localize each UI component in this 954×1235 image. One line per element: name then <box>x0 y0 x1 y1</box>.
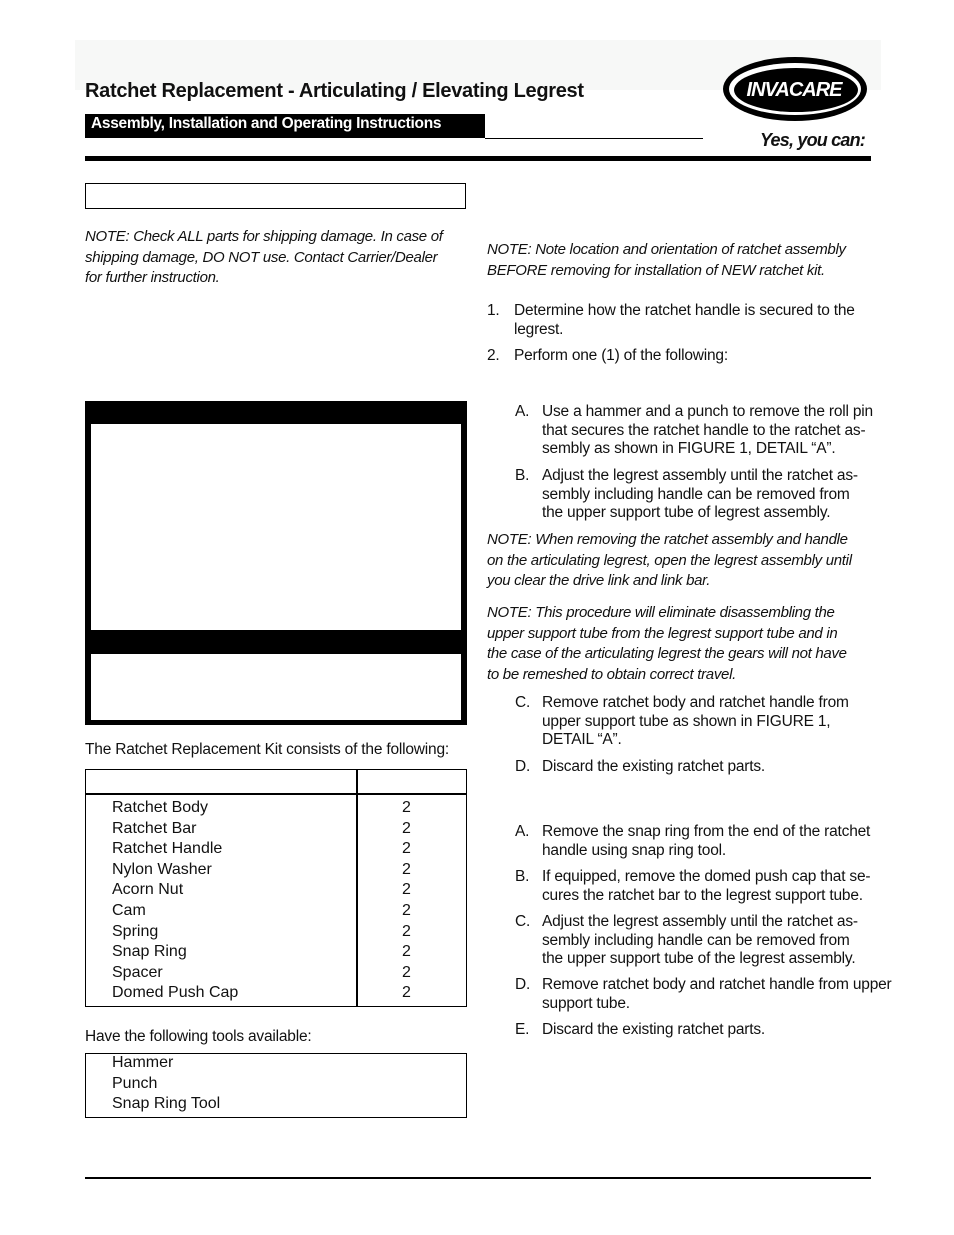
part-name: Spring <box>112 922 159 940</box>
part-name: Acorn Nut <box>112 881 184 899</box>
part-qty: 2 <box>402 881 411 899</box>
instruction-step <box>515 975 892 1012</box>
note-line: you clear the drive link and link bar. <box>487 572 711 589</box>
note-line: upper support tube from the legrest support tube and in <box>487 624 838 642</box>
step-text-line: Discard the existing ratchet parts. <box>542 1021 766 1038</box>
step-text-line: Adjust the legrest assembly until the ratchet as- <box>542 913 858 930</box>
table-row <box>86 943 466 964</box>
step-text-line: that secures the ratchet handle to the ratchet as- <box>542 421 866 439</box>
step-number: E. <box>515 1021 530 1038</box>
step-number: C. <box>515 913 531 930</box>
step-text-line: legrest. <box>514 321 564 338</box>
table-row <box>86 923 466 944</box>
instruction-step <box>515 402 873 458</box>
tools-intro: Have the following tools available: <box>85 1028 312 1045</box>
step-text-line: Remove the snap ring from the end of the ratchet <box>542 823 871 840</box>
part-name: Ratchet Bar <box>112 819 197 837</box>
step-text-line: Remove ratchet body and ratchet handle from upper <box>542 976 892 993</box>
table-row <box>86 984 466 1005</box>
part-qty: 2 <box>402 922 411 940</box>
section-heading-box <box>85 183 466 209</box>
note-line: NOTE: This procedure will eliminate disassembling the <box>487 604 835 621</box>
step-text-line: Adjust the legrest assembly until the ratchet as- <box>542 467 858 484</box>
instruction-step <box>515 1020 870 1039</box>
instruction-step <box>515 466 870 522</box>
part-name: Domed Push Cap <box>112 984 239 1002</box>
step-text-line: Remove ratchet body and ratchet handle from <box>542 694 849 711</box>
step-text-line: sembly including handle can be removed from <box>542 485 850 503</box>
step-number: A. <box>515 403 530 420</box>
part-name: Cam <box>112 902 146 919</box>
step-number: D. <box>515 976 531 993</box>
orientation-note <box>487 240 877 281</box>
table-row <box>86 799 466 820</box>
footer-rule <box>85 1177 871 1179</box>
instruction-step <box>515 822 870 859</box>
part-name: Spacer <box>112 963 163 981</box>
step-text-line: the upper support tube of the legrest assembly. <box>542 950 856 967</box>
instruction-step <box>487 346 870 365</box>
page-subtitle: Assembly, Installation and Operating Instructions <box>91 115 442 132</box>
part-name: Nylon Washer <box>112 860 212 878</box>
step-text-line: support tube. <box>542 994 630 1012</box>
note-line: NOTE: When removing the ratchet assembly and handle <box>487 531 848 548</box>
table-row <box>86 861 466 882</box>
step-text-line: Determine how the ratchet handle is secured to the <box>514 302 855 319</box>
note-line: to be remeshed to obtain correct travel. <box>487 665 736 683</box>
warning-body <box>91 424 461 630</box>
subtitle-rule <box>485 138 703 139</box>
instruction-step <box>487 301 870 339</box>
articulating-note <box>487 530 877 592</box>
step-text-line: Perform one (1) of the following: <box>514 347 728 364</box>
step-number: A. <box>515 823 530 840</box>
part-qty: 2 <box>402 799 411 816</box>
step-text-line: DETAIL “A”. <box>542 731 622 748</box>
note-line: the case of the articulating legrest the gears will not have <box>487 645 847 662</box>
step-text-line: handle using snap ring tool. <box>542 841 726 859</box>
logo-text: INVACARE <box>746 79 842 101</box>
procedure-note <box>487 603 877 685</box>
step-number: D. <box>515 758 531 775</box>
part-qty: 2 <box>402 984 411 1002</box>
step-text-line: the upper support tube of legrest assembly. <box>542 504 831 521</box>
header-rule <box>85 156 871 161</box>
step-number: B. <box>515 467 530 484</box>
table-row <box>86 881 466 902</box>
part-qty: 2 <box>402 840 411 858</box>
table-row <box>86 820 466 841</box>
tool-item: Punch <box>112 1074 158 1092</box>
parts-table <box>85 769 467 1007</box>
instruction-step <box>515 693 870 749</box>
table-header-rule <box>86 793 466 795</box>
note-line: shipping damage, DO NOT use. Contact Carrier/Dealer <box>85 248 438 266</box>
table-row <box>86 902 466 923</box>
step-text-line: upper support tube as shown in FIGURE 1, <box>542 712 831 730</box>
part-name: Ratchet Body <box>112 799 209 816</box>
tool-item: Hammer <box>112 1054 174 1071</box>
note-line: BEFORE removing for installation of NEW ratchet kit. <box>487 261 825 279</box>
step-text-line: cures the ratchet bar to the legrest support tube. <box>542 886 863 904</box>
tagline: Yes, you can: <box>760 130 865 150</box>
part-name: Ratchet Handle <box>112 840 223 858</box>
part-qty: 2 <box>402 963 411 981</box>
instruction-step <box>515 757 870 776</box>
page-title: Ratchet Replacement - Articulating / Elevating Legrest <box>85 80 584 102</box>
step-number: 1. <box>487 302 500 319</box>
note-line: for further instruction. <box>85 269 220 286</box>
note-line: NOTE: Note location and orientation of ratchet assembly <box>487 241 846 258</box>
instruction-step <box>515 912 870 968</box>
step-number: C. <box>515 694 531 711</box>
step-text-line: Use a hammer and a punch to remove the roll pin <box>542 403 873 420</box>
step-text-line: sembly as shown in FIGURE 1, DETAIL “A”. <box>542 440 836 457</box>
part-qty: 2 <box>402 902 411 919</box>
warning-footer <box>91 654 461 720</box>
invacare-logo <box>720 54 870 124</box>
part-qty: 2 <box>402 943 411 961</box>
part-qty: 2 <box>402 819 411 837</box>
table-row <box>86 964 466 985</box>
table-row <box>86 840 466 861</box>
tool-item: Snap Ring Tool <box>112 1095 221 1112</box>
step-number: 2. <box>487 347 500 364</box>
note-line: on the articulating legrest, open the legrest assembly until <box>487 551 852 569</box>
step-text-line: Discard the existing ratchet parts. <box>542 758 766 775</box>
step-text-line: If equipped, remove the domed push cap that se- <box>542 868 871 885</box>
step-number: B. <box>515 868 530 885</box>
kit-intro: The Ratchet Replacement Kit consists of the following: <box>85 741 449 758</box>
part-qty: 2 <box>402 860 411 878</box>
tools-box <box>85 1053 467 1118</box>
shipping-note <box>85 227 470 289</box>
step-text-line: sembly including handle can be removed from <box>542 931 850 949</box>
part-name: Snap Ring <box>112 943 187 961</box>
instruction-step <box>515 867 870 904</box>
note-line: NOTE: Check ALL parts for shipping damage. In case of <box>85 228 443 245</box>
